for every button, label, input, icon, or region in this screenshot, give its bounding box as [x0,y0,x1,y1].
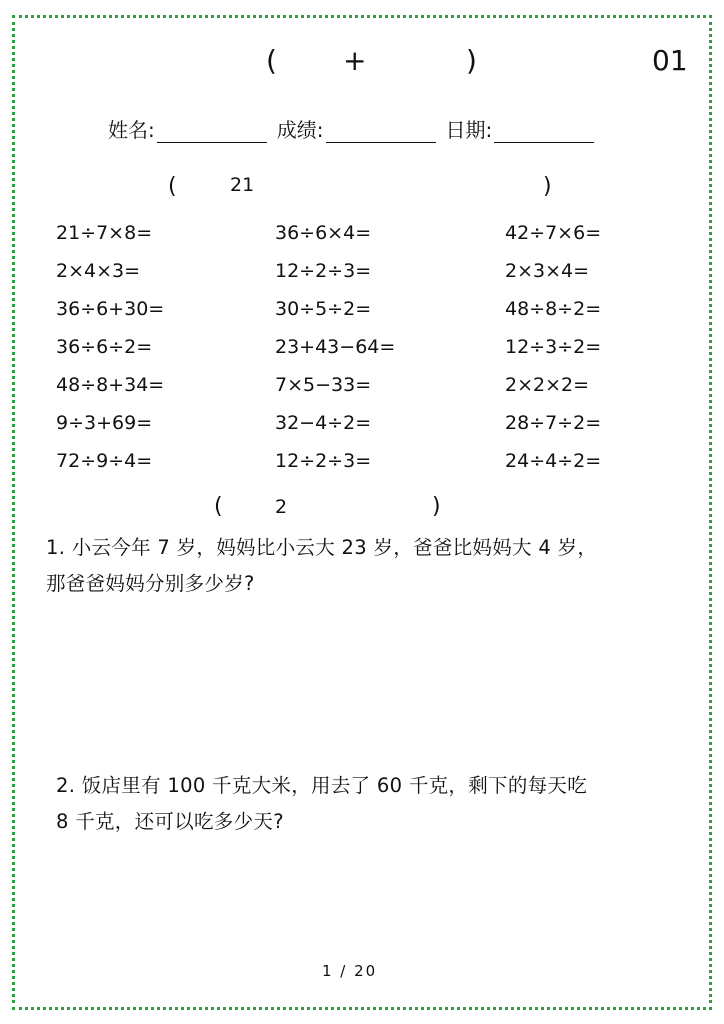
word-problem-2-line2: 8 千克，还可以吃多少天? [56,810,284,833]
word-problem-1 [46,530,597,602]
problem-item: 12÷3÷2= [505,336,602,358]
problem-item: 30÷5÷2= [275,298,372,320]
problem-item: 2×2×2= [505,374,590,396]
section2-open-paren: ( [214,494,223,519]
problem-item: 36÷6+30= [56,298,165,320]
section1-open-paren: ( [168,174,177,199]
title-plus: + [343,44,367,77]
word-problem-2 [56,768,587,840]
date-blank[interactable] [494,120,594,143]
problem-item: 2×3×4= [505,260,590,282]
problem-item: 2×4×3= [56,260,141,282]
problem-item: 23+43−64= [275,336,396,358]
section1-header [168,174,177,199]
problem-item: 72÷9÷4= [56,450,153,472]
problem-item: 36÷6×4= [275,222,372,244]
problem-item: 48÷8÷2= [505,298,602,320]
page-footer: 1 / 20 [322,962,378,980]
page-code: 01 [652,44,688,77]
problem-item: 12÷2÷3= [275,450,372,472]
problem-item: 48÷8+34= [56,374,165,396]
section1-close-paren: ) [543,174,552,199]
problem-item: 28÷7÷2= [505,412,602,434]
section2-number: 2 [275,496,288,518]
date-label: 日期: [445,118,493,142]
problem-item: 21÷7×8= [56,222,153,244]
word-problem-1-line1: 1. 小云今年 7 岁，妈妈比小云大 23 岁，爸爸比妈妈大 4 岁， [46,536,598,559]
problem-item: 36÷6÷2= [56,336,153,358]
name-label: 姓名: [108,118,155,142]
score-label: 成绩: [276,118,324,142]
title-open-paren: ( [266,44,277,77]
section1-number: 21 [230,174,255,196]
problem-item: 42÷7×6= [505,222,602,244]
problem-item: 9÷3+69= [56,412,153,434]
problem-item: 7×5−33= [275,374,372,396]
problem-item: 32−4÷2= [275,412,372,434]
title-close-paren: ) [466,44,477,77]
word-problem-2-line1: 2. 饭店里有 100 千克大米，用去了 60 千克，剩下的每天吃 [56,774,588,797]
page-border [12,15,712,1010]
section2-close-paren: ) [432,494,441,519]
name-blank[interactable] [157,120,267,143]
problem-item: 12÷2÷3= [275,260,372,282]
student-info-row [108,114,594,143]
word-problem-1-line2: 那爸爸妈妈分别多少岁? [46,572,255,595]
problem-item: 24÷4÷2= [505,450,602,472]
score-blank[interactable] [326,120,436,143]
